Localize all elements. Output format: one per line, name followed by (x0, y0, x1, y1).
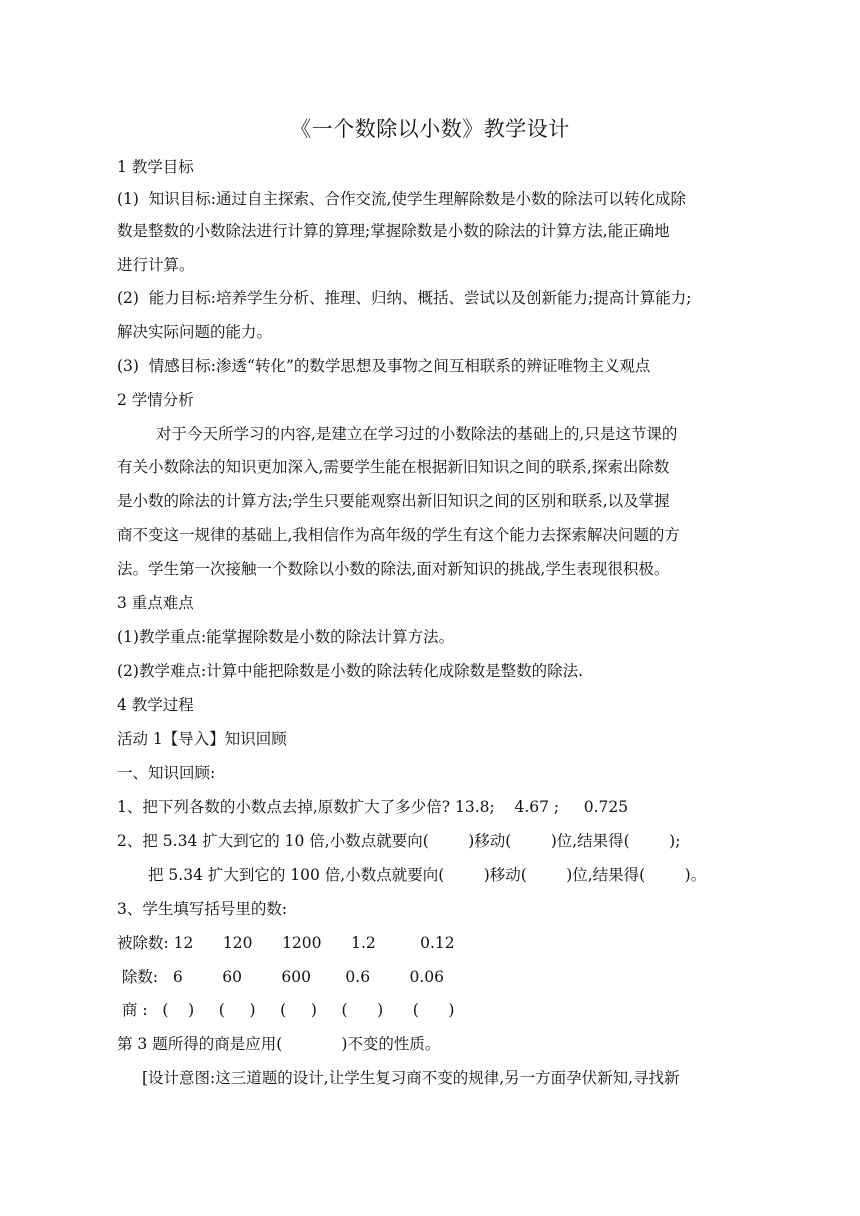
objective-ability-line-1: (2) 能力目标:培养学生分析、推理、归纳、概括、尝试以及创新能力;提高计算能力; (117, 289, 692, 307)
design-intent: [设计意图:这三道题的设计,让学生复习商不变的规律,另一方面孕伏新知,寻找新 (142, 1069, 680, 1087)
section-heading-analysis: 2 学情分析 (117, 391, 194, 409)
divisor-row: 除数: 6 60 600 0.6 0.06 (117, 968, 444, 986)
objective-knowledge-line-1: (1) 知识目标:通过自主探索、合作交流,使学生理解除数是小数的除法可以转化成除 (117, 190, 686, 208)
question-3-note: 第 3 题所得的商是应用( )不变的性质。 (117, 1035, 441, 1053)
objective-emotion-line-1: (3) 情感目标:渗透“转化”的数学思想及事物之间互相联系的辨证唯物主义观点 (117, 357, 651, 375)
analysis-paragraph-line-3: 是小数的除法的计算方法;学生只要能观察出新旧知识之间的区别和联系,以及掌握 (117, 492, 670, 510)
analysis-paragraph-line-5: 法。学生第一次接触一个数除以小数的除法,面对新知识的挑战,学生表现很积极。 (117, 560, 670, 578)
question-1: 1、把下列各数的小数点去掉,原数扩大了多少倍? 13.8; 4.67 ; 0.725 (117, 798, 629, 816)
question-2-line-1: 2、把 5.34 扩大到它的 10 倍,小数点就要向( )移动( )位,结果得( ); (117, 832, 681, 850)
analysis-paragraph-line-2: 有关小数除法的知识更加深入,需要学生能在根据新旧知识之间的联系,探索出除数 (117, 458, 670, 476)
section-heading-process: 4 教学过程 (117, 696, 194, 714)
page-title: 《一个数除以小数》教学设计 (290, 117, 570, 141)
section-heading-key-points: 3 重点难点 (117, 594, 194, 612)
section-heading-objectives: 1 教学目标 (117, 158, 194, 176)
question-3: 3、学生填写括号里的数: (117, 900, 288, 918)
review-heading: 一、知识回顾: (117, 764, 216, 782)
key-point-2: (2)教学难点:计算中能把除数是小数的除法转化成除数是整数的除法. (117, 662, 584, 680)
analysis-paragraph-line-1: 对于今天所学习的内容,是建立在学习过的小数除法的基础上的,只是这节课的 (156, 425, 678, 443)
objective-ability-line-2: 解决实际问题的能力。 (117, 323, 273, 341)
analysis-paragraph-line-4: 商不变这一规律的基础上,我相信作为高年级的学生有这个能力去探索解决问题的方 (117, 526, 680, 544)
activity-heading: 活动 1【导入】知识回顾 (117, 730, 287, 748)
key-point-1: (1)教学重点:能掌握除数是小数的除法计算方法。 (117, 628, 455, 646)
objective-knowledge-line-2: 数是整数的小数除法进行计算的算理;掌握除数是小数的除法的计算方法,能正确地 (117, 222, 670, 240)
quotient-row: 商 : ( ) ( ) ( ) ( ) ( ) (117, 1001, 455, 1019)
dividend-row: 被除数: 12 120 1200 1.2 0.12 (117, 934, 455, 952)
question-2-line-2: 把 5.34 扩大到它的 100 倍,小数点就要向( )移动( )位,结果得( )。 (148, 866, 707, 884)
objective-knowledge-line-3: 进行计算。 (117, 256, 195, 274)
